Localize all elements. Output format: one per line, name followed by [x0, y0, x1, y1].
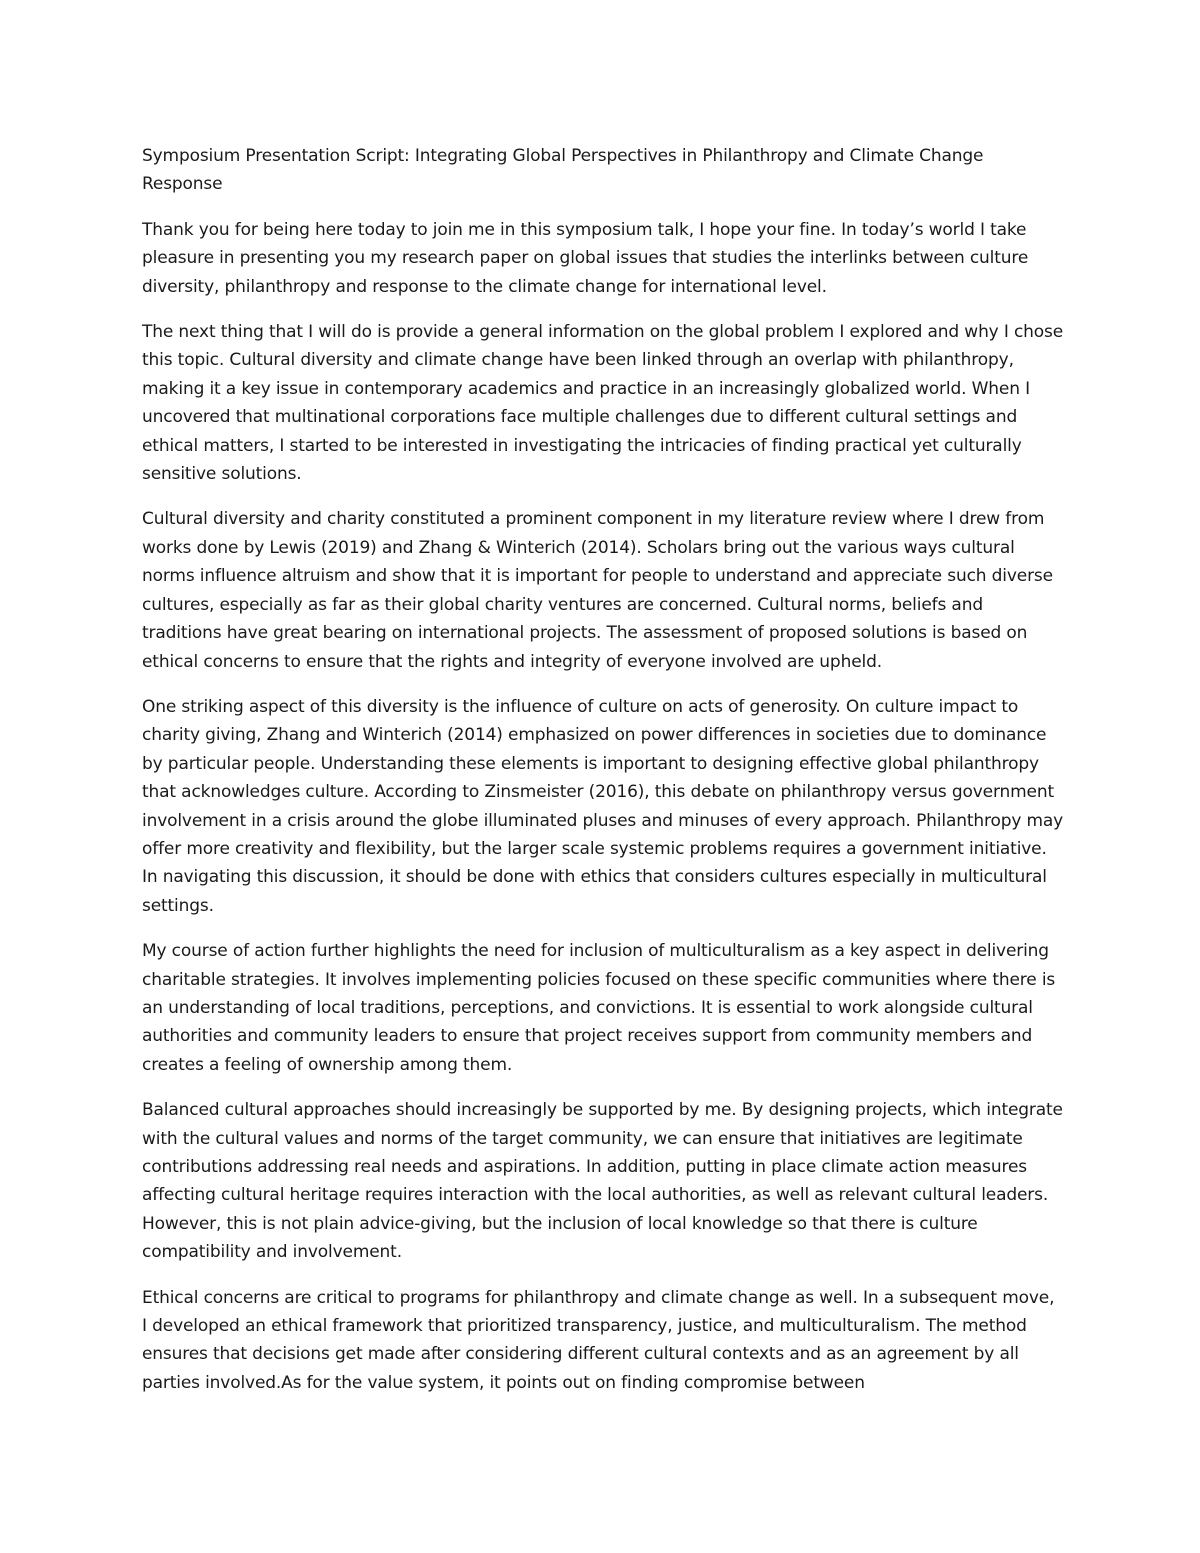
paragraph-intro: Thank you for being here today to join me in this symposium talk, I hope your fine. In today’s world I take pleasure in presenting you my research paper on global issues that studies the interlinks between culture diversity, philanthropy and response to the climate change for international level. [142, 219, 1029, 297]
paragraph-course-of-action: My course of action further highlights the need for inclusion of multiculturalism as a key aspect in delivering charitable strategies. It involves implementing policies focused on these specific communities where there is an understanding of local traditions, perceptions, and convictions. It is essential to work alongside cultural authorities and community leaders to ensure that project receives support from community members and creates a feeling of ownership among them. [142, 941, 1056, 1075]
paragraph-generosity: One striking aspect of this diversity is the influence of culture on acts of generosity. On culture impact to charity giving, Zhang and Winterich (2014) emphasized on power differences in societies due to dominance by particular people. Understanding these elements is important to designing effective global philanthropy that acknowledges culture. According to Zinsmeister (2016), this debate on philanthropy versus government involvement in a crisis around the globe illuminated pluses and minuses of every approach. Philanthropy may offer more creativity and flexibility, but the larger scale systemic problems requires a government initiative. In navigating this discussion, it should be done with ethics that considers cultures especially in multicultural settings. [142, 696, 1064, 916]
paragraph-balanced-approaches: Balanced cultural approaches should increasingly be supported by me. By designing projects, which integrate with the cultural values and norms of the target community, we can ensure that initiatives are legitimate contributions addressing real needs and aspirations. In addition, putting in place climate action measures affecting cultural heritage requires interaction with the local authorities, as well as relevant cultural leaders. However, this is not plain advice-giving, but the inclusion of local knowledge so that there is culture compatibility and involvement. [142, 1100, 1063, 1263]
document-title: Symposium Presentation Script: Integrating Global Perspectives in Philanthropy and Climate Change Response [142, 146, 984, 195]
paragraph-literature: Cultural diversity and charity constituted a prominent component in my literature review where I drew from works done by Lewis (2019) and Zhang & Winterich (2014). Scholars bring out the various ways cultural norms influence altruism and show that it is important for people to understand and appreciate such diverse cultures, especially as far as their global charity ventures are concerned. Cultural norms, beliefs and traditions have great bearing on international projects. The assessment of proposed solutions is based on ethical concerns to ensure that the rights and integrity of everyone involved are upheld. [142, 509, 1053, 672]
document-body [142, 142, 1064, 1414]
paragraph-topic: The next thing that I will do is provide a general information on the global problem I explored and why I chose this topic. Cultural diversity and climate change have been linked through an overlap with philanthropy, making it a key issue in contemporary academics and practice in an increasingly globalized world. When I uncovered that multinational corporations face multiple challenges due to different cultural settings and ethical matters, I started to be interested in investigating the intricacies of finding practical yet culturally sensitive solutions. [142, 322, 1064, 485]
paragraph-ethical-concerns: Ethical concerns are critical to programs for philanthropy and climate change as well. In a subsequent move, I developed an ethical framework that prioritized transparency, justice, and multiculturalism. The method ensures that decisions get made after considering different cultural contexts and as an agreement by all parties involved.As for the value system, it points out on finding compromise between [142, 1287, 1055, 1393]
